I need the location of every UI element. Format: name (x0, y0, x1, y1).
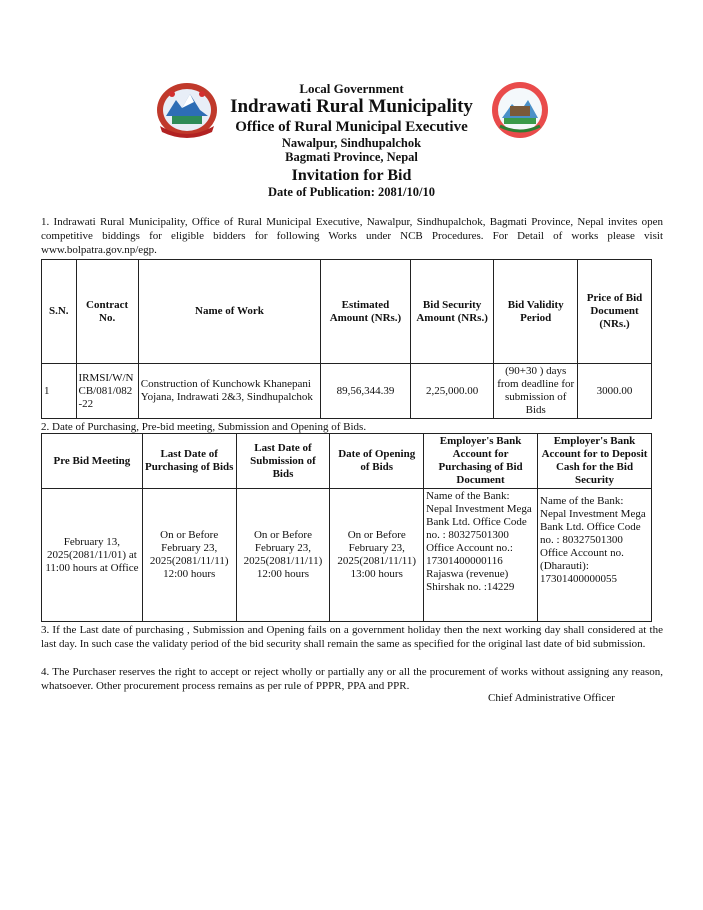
header-bank-account-purchasing: Employer's Bank Account for Purchasing of Bid Document (424, 434, 538, 489)
cell-price-bid-document: 3000.00 (577, 364, 651, 419)
cell-bank-account-purchasing: Name of the Bank: Nepal Investment Mega Bank Ltd. Office Code no. : 80327501300 Office Account no.: 17301400000116 Rajaswa (revenue) Shirshak no. :14229 (424, 489, 538, 622)
header-last-date-purchasing: Last Date of Purchasing of Bids (142, 434, 236, 489)
schedule-table (41, 433, 652, 622)
header-contract-no: Contract No. (76, 260, 138, 364)
cell-date-opening: On or Before February 23, 2025(2081/11/11) 13:00 hours (330, 489, 424, 622)
signatory-title: Chief Administrative Officer (488, 692, 615, 704)
office-name: Office of Rural Municipal Executive (235, 119, 468, 136)
schedule-table-header (42, 434, 652, 489)
works-table-header (42, 260, 652, 364)
header-estimated-amount: Estimated Amount (NRs.) (321, 260, 411, 364)
header-sn: S.N. (42, 260, 77, 364)
header-bank-account-security: Employer's Bank Account for to Deposit Cash for the Bid Security (538, 434, 652, 489)
cell-estimated-amount: 89,56,344.39 (321, 364, 411, 419)
cell-bid-security: 2,25,000.00 (410, 364, 494, 419)
cell-bank-account-security: Name of the Bank: Nepal Investment Mega Bank Ltd. Office Code no. : 80327501300 Office Account no.(Dharauti): 17301400000055 (538, 489, 652, 622)
cell-last-date-purchasing: On or Before February 23, 2025(2081/11/11) 12:00 hours (142, 489, 236, 622)
address-line1: Nawalpur, Sindhupalchok (281, 135, 422, 150)
publication-date: Date of Publication: 2081/10/10 (267, 184, 435, 199)
letterhead (0, 82, 703, 200)
paragraph-1: 1. Indrawati Rural Municipality, Office of Rural Municipal Executive, Nawalpur, Sindhupalchok, Bagmati Province, Nepal invites open competitive biddings for eligible bidders for following Works under NCB Procedures. For Detail of works please visit www.bolpatra.gov.np/egp. (41, 216, 663, 256)
header-name-of-work: Name of Work (138, 260, 320, 364)
header-pre-bid-meeting: Pre Bid Meeting (42, 434, 143, 489)
works-table (41, 259, 652, 419)
document-title: Invitation for Bid (291, 167, 412, 185)
header-bid-validity: Bid Validity Period (494, 260, 578, 364)
header-last-date-submission: Last Date of Submission of Bids (236, 434, 330, 489)
paragraph-3: 3. If the Last date of purchasing , Submission and Opening fails on a government holiday then the next working day shall considered at the last day. In such case the validaty period of the bid security shall remain the same as specified for the original last date of bid submission. (41, 624, 663, 650)
header-date-opening: Date of Opening of Bids (330, 434, 424, 489)
address-line2: Bagmati Province, Nepal (285, 150, 418, 165)
cell-name-of-work: Construction of Kunchowk Khanepani Yojana, Indrawati 2&3, Sindhupalchok (138, 364, 320, 419)
cell-sn: 1 (42, 364, 77, 419)
header-price-bid-document: Price of Bid Document (NRs.) (577, 260, 651, 364)
paragraph-4: 4. The Purchaser reserves the right to accept or reject wholly or partially any or all the procurement of works without assigning any reason, whatsoever. Other procurement process remains as per rule of PPPR, PPA and PPR. (41, 666, 663, 692)
cell-pre-bid-meeting: February 13, 2025(2081/11/01) at 11:00 hours at Office (42, 489, 143, 622)
header-line1: Local Government (299, 81, 404, 96)
table-row (42, 489, 652, 622)
paragraph-2: 2. Date of Purchasing, Pre-bid meeting, Submission and Opening of Bids. (41, 421, 367, 433)
municipality-name: Indrawati Rural Municipality (230, 96, 473, 118)
table-row (42, 364, 652, 419)
cell-contract-no: IRMSI/W/NCB/081/082-22 (76, 364, 138, 419)
header-bid-security: Bid Security Amount (NRs.) (410, 260, 494, 364)
cell-last-date-submission: On or Before February 23, 2025(2081/11/11) 12:00 hours (236, 489, 330, 622)
cell-bid-validity: (90+30 ) days from deadline for submission of Bids (494, 364, 578, 419)
